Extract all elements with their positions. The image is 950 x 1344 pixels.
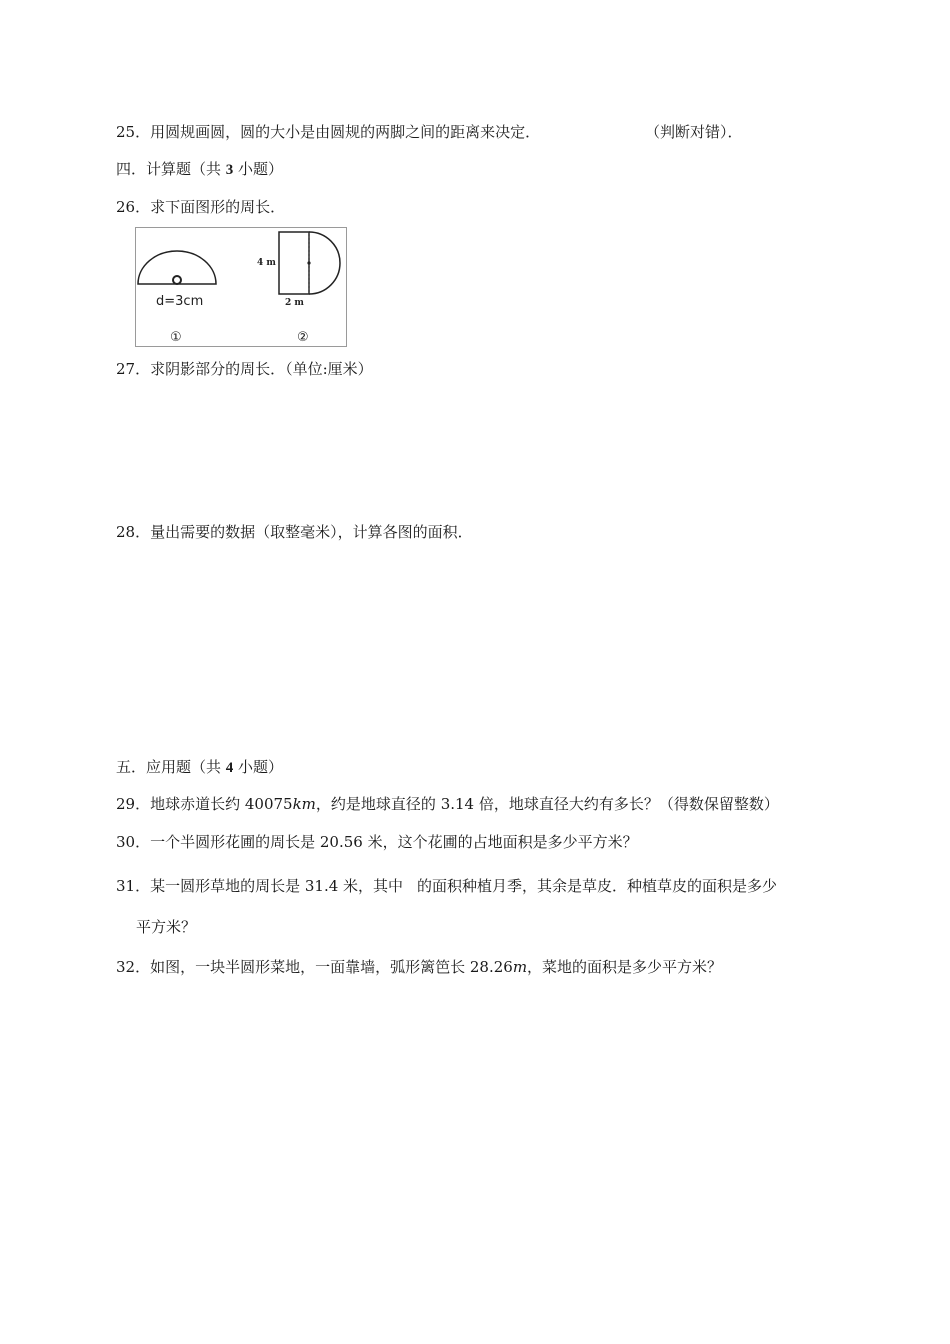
question-number: 26． bbox=[116, 198, 151, 216]
question-25 bbox=[116, 122, 540, 142]
question-text: 求下面图形的周长． bbox=[150, 198, 286, 216]
fig2-marker: ② bbox=[297, 330, 309, 345]
question-text: 用圆规画圆，圆的大小是由圆规的两脚之间的距离来决定． bbox=[150, 123, 541, 141]
semicircle-shape bbox=[138, 251, 216, 284]
question-26 bbox=[116, 197, 285, 217]
figure-26-drawing bbox=[136, 228, 346, 346]
question-number: 30． bbox=[116, 833, 151, 851]
fig1-marker: ① bbox=[170, 330, 182, 345]
question-number: 31． bbox=[116, 877, 151, 895]
fig2-bottom-label: 2 m bbox=[285, 298, 304, 308]
fig1-diameter-label: d=3cm bbox=[156, 294, 204, 309]
question-number: 32． bbox=[116, 958, 151, 976]
question-30 bbox=[116, 832, 638, 852]
half-circle-shape bbox=[309, 232, 340, 294]
question-text: 量出需要的数据（取整毫米），计算各图的面积． bbox=[150, 523, 473, 541]
question-count: 4 bbox=[225, 760, 234, 776]
question-31-continued: 平方米？ bbox=[136, 918, 197, 936]
question-31: 31．某一圆形草地的周长是 31.4 米，其中 的面积种植月季，其余是草皮．种植草皮的面积是多少 bbox=[116, 877, 778, 895]
question-count: 3 bbox=[225, 162, 234, 178]
fig2-side-label: 4 m bbox=[257, 258, 276, 268]
unit: km bbox=[292, 795, 316, 813]
question-text: 一个半圆形花圃的周长是 20.56 米，这个花圃的占地面积是多少平方米？ bbox=[150, 833, 638, 851]
question-number: 27． bbox=[116, 360, 151, 378]
question-number: 29． bbox=[116, 795, 151, 813]
judge-hint: （判断对错）． bbox=[645, 123, 743, 141]
question-number: 25． bbox=[116, 123, 151, 141]
question-32: 32．如图，一块半圆形菜地，一面靠墙，弧形篱笆长 28.26m，菜地的面积是多少平方米？ bbox=[116, 958, 723, 976]
question-28 bbox=[116, 522, 473, 542]
figure-26 bbox=[135, 227, 347, 347]
center-circle-mark bbox=[173, 276, 181, 284]
question-number: 28． bbox=[116, 523, 151, 541]
question-27 bbox=[116, 359, 373, 379]
question-text: 求阴影部分的周长．（单位:厘米） bbox=[150, 360, 373, 378]
unit: m bbox=[512, 958, 528, 976]
question-29: 29．地球赤道长约 40075km，约是地球直径的 3.14 倍，地球直径大约有多长？（得数保留整数） bbox=[116, 795, 779, 813]
section-heading-5: 五．应用题（共 4 小题） bbox=[116, 758, 284, 776]
section-heading-4: 四．计算题（共 3 小题） bbox=[116, 160, 284, 178]
center-dot bbox=[307, 261, 310, 264]
rectangle-shape bbox=[279, 232, 309, 294]
